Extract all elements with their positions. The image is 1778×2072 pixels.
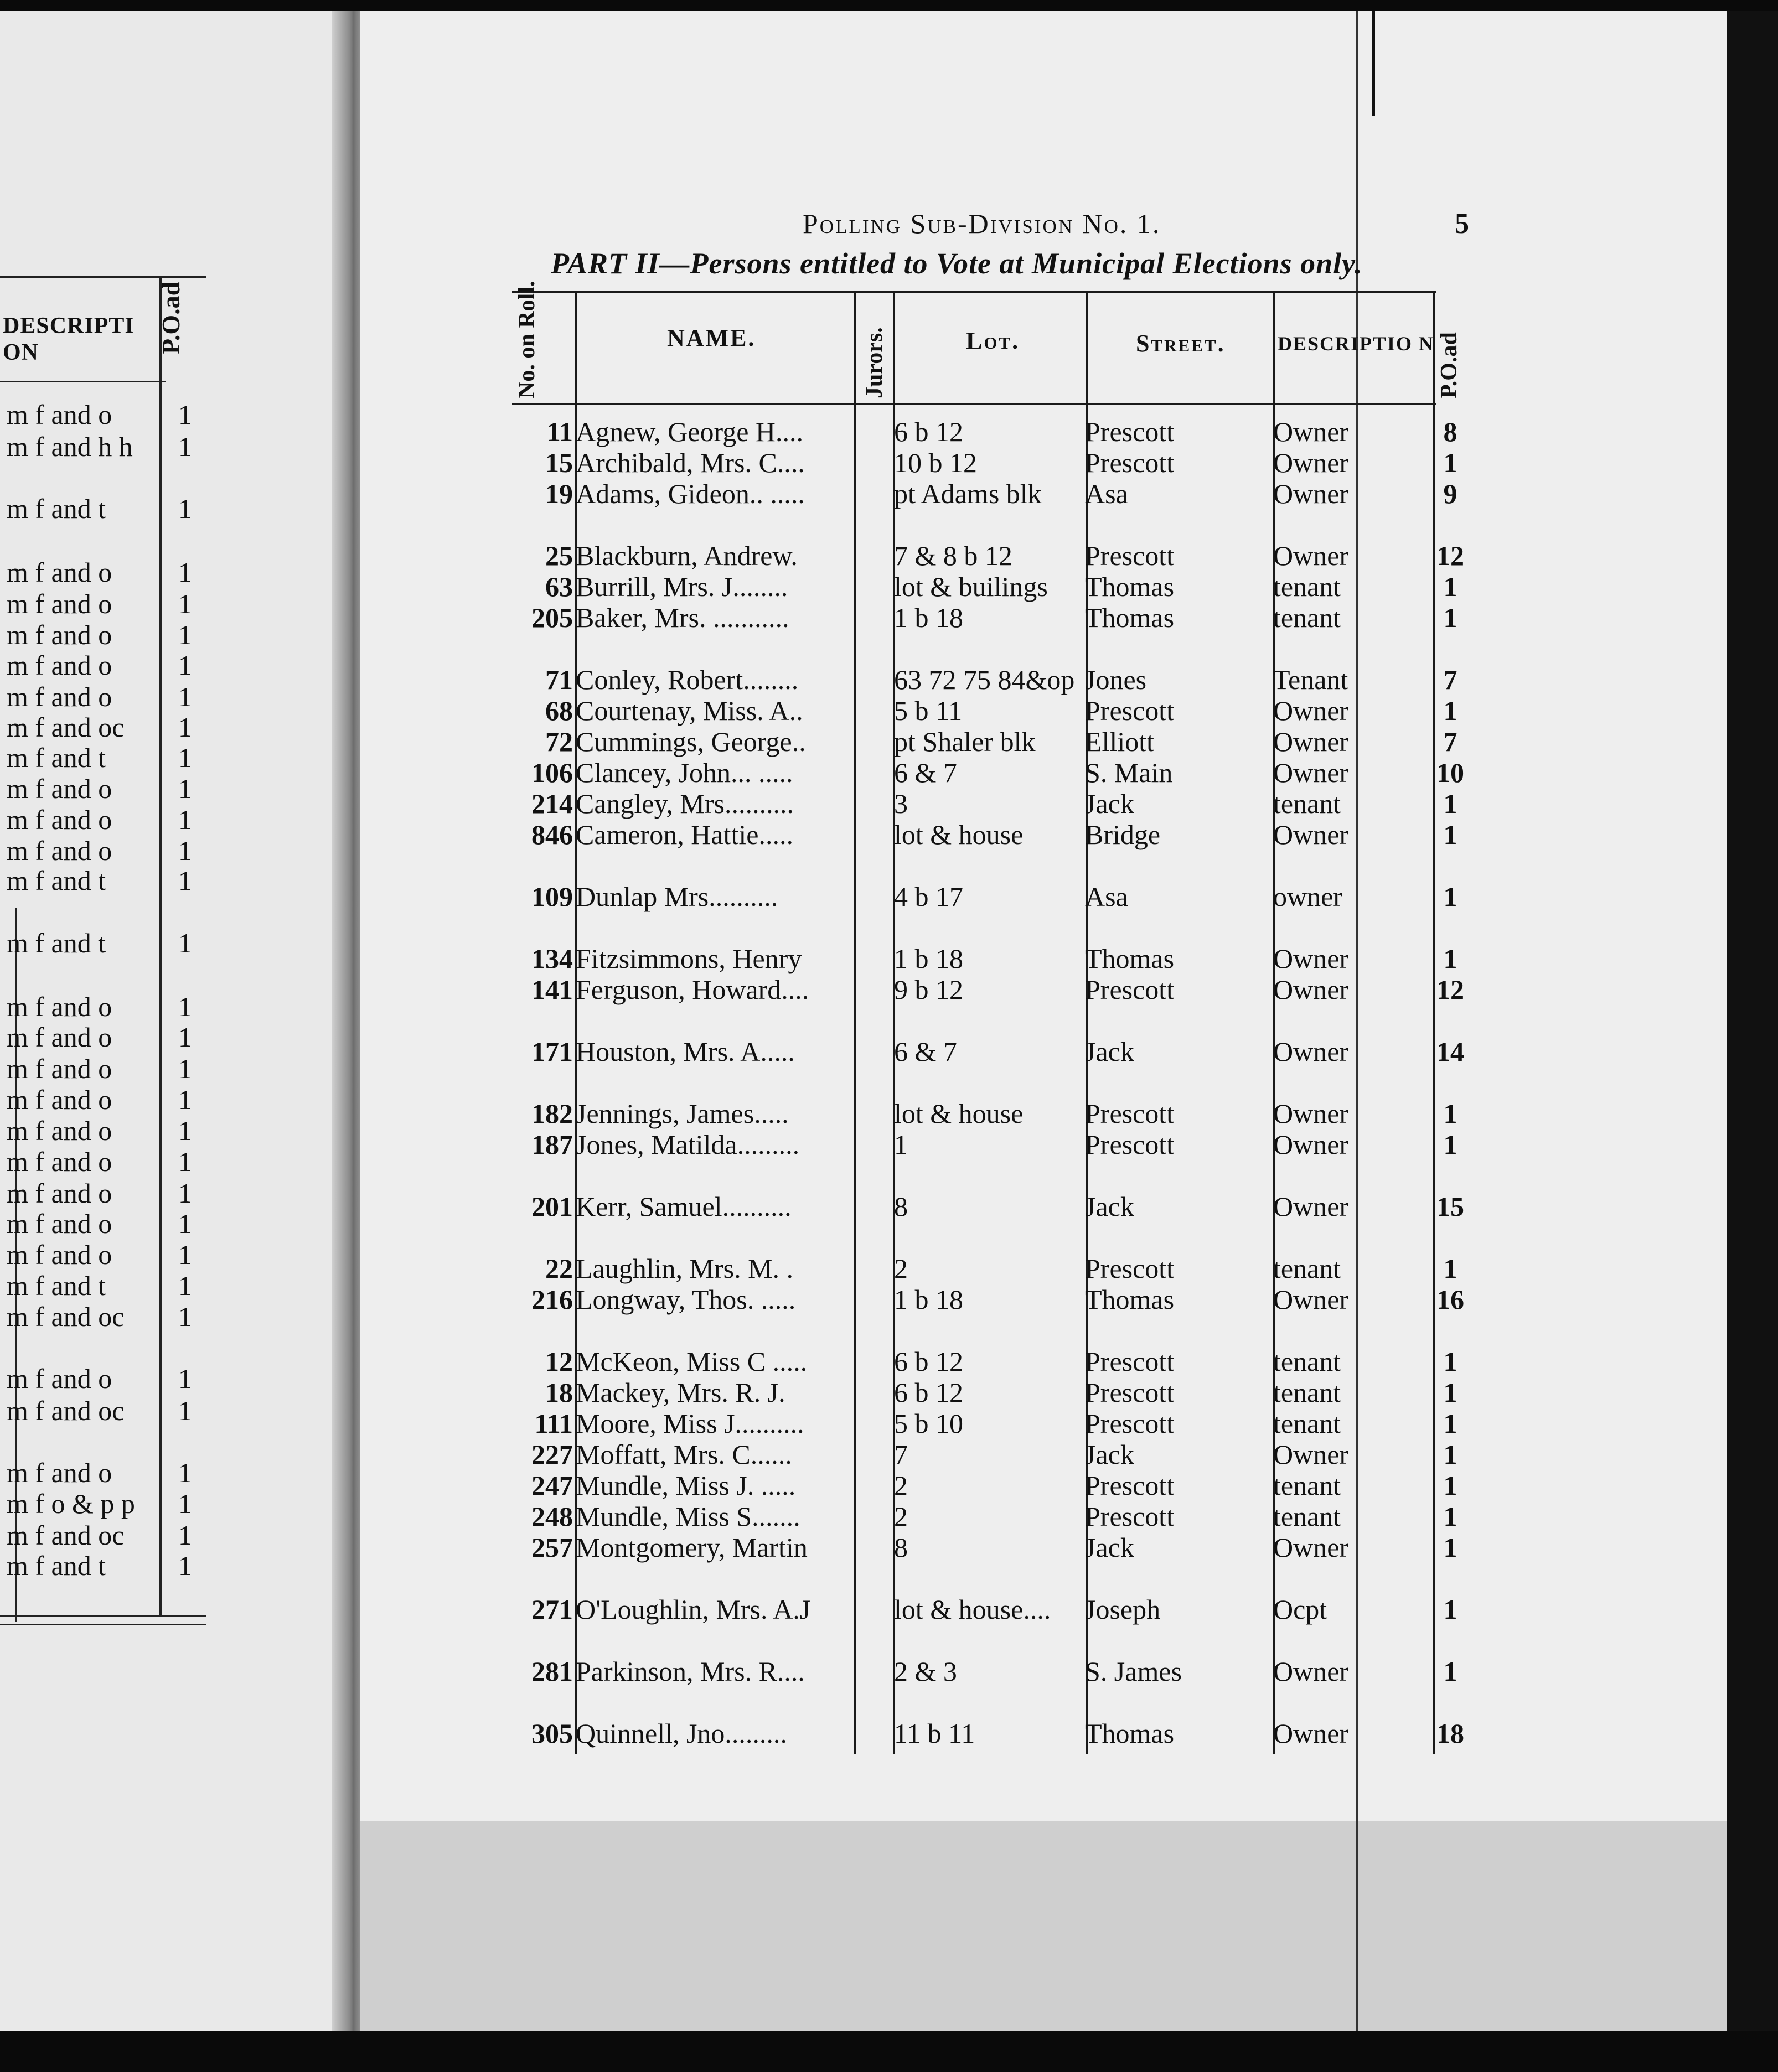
left-row-description: m f and o	[7, 1115, 112, 1146]
left-row-po: 1	[178, 1208, 192, 1239]
po-address-cell: 12	[1436, 540, 1464, 571]
street-cell: Prescott	[1085, 1377, 1175, 1408]
table-row	[0, 478, 1778, 509]
lot-cell: 5 b 10	[894, 1408, 963, 1439]
lot-cell: 2	[894, 1501, 908, 1532]
description-header: DESCRIPTIO N	[1278, 333, 1435, 355]
left-row-po: 1	[178, 1301, 192, 1332]
roll-number-cell: 18	[545, 1377, 573, 1408]
po-address-cell: 8	[1443, 416, 1457, 447]
roll-number-cell: 71	[545, 664, 573, 695]
roll-number-cell: 305	[531, 1718, 573, 1749]
po-address-cell: 1	[1443, 602, 1457, 633]
description-cell: Owner	[1273, 416, 1349, 447]
lot-cell: 8	[894, 1191, 908, 1222]
voter-name-cell: Kerr, Samuel..........	[576, 1191, 792, 1222]
left-row-description: m f and o	[7, 1022, 112, 1053]
left-row-description: m f and oc	[7, 1520, 125, 1551]
left-row-po: 1	[178, 1178, 192, 1209]
voter-name-cell: Jennings, James.....	[576, 1098, 789, 1129]
left-row-description: m f and oc	[7, 1395, 125, 1426]
left-row-description: m f and t	[7, 928, 106, 959]
roll-number-cell: 111	[534, 1408, 573, 1439]
left-row-po: 1	[178, 1115, 192, 1146]
roll-number-cell: 214	[531, 788, 573, 819]
left-row-description: m f and o	[7, 681, 112, 712]
lot-cell: 1 b 18	[894, 943, 963, 974]
left-row-description: m f and o	[7, 773, 112, 804]
table-row	[0, 664, 1778, 695]
lot-cell: pt Adams blk	[894, 478, 1042, 509]
left-row-po: 1	[178, 681, 192, 712]
description-cell: owner	[1273, 881, 1342, 912]
page-edge-mark	[1372, 11, 1375, 116]
left-row-description: m f and o	[7, 557, 112, 588]
lot-cell: 3	[894, 788, 908, 819]
description-cell: tenant	[1273, 1253, 1341, 1284]
lot-cell: 6 & 7	[894, 757, 957, 788]
street-cell: Elliott	[1085, 726, 1154, 757]
lot-cell: 7 & 8 b 12	[894, 540, 1012, 571]
street-cell: Prescott	[1085, 1253, 1175, 1284]
description-cell: Owner	[1273, 1284, 1349, 1315]
left-row-po: 1	[178, 1146, 192, 1177]
description-cell: tenant	[1273, 602, 1341, 633]
roll-number-cell: 11	[546, 416, 573, 447]
po-address-cell: 1	[1443, 943, 1457, 974]
po-address-cell: 1	[1443, 1346, 1457, 1377]
description-cell: Owner	[1273, 1439, 1349, 1470]
left-row-description: m f and o	[7, 991, 112, 1022]
description-cell: Owner	[1273, 1532, 1349, 1563]
voter-name-cell: Conley, Robert........	[576, 664, 799, 695]
roll-number-cell: 19	[545, 478, 573, 509]
voter-name-cell: Archibald, Mrs. C....	[576, 447, 805, 478]
left-row-po: 1	[178, 1395, 192, 1426]
roll-number-cell: 134	[531, 943, 573, 974]
roll-number-cell: 281	[531, 1656, 573, 1687]
left-row-po: 1	[178, 650, 192, 681]
left-row-po: 1	[178, 865, 192, 896]
description-cell: tenant	[1273, 788, 1341, 819]
part-heading: PART II—Persons entitled to Vote at Municipal Elections only.	[551, 247, 1363, 280]
table-row	[0, 571, 1778, 602]
street-cell: Jack	[1085, 1532, 1134, 1563]
description-cell: Owner	[1273, 1098, 1349, 1129]
street-cell: Jack	[1085, 1036, 1134, 1067]
description-cell: Tenant	[1273, 664, 1348, 695]
table-row	[0, 1656, 1778, 1687]
roll-number-cell: 257	[531, 1532, 573, 1563]
lot-cell: 10 b 12	[894, 447, 977, 478]
street-cell: Prescott	[1085, 416, 1175, 447]
left-row-description: m f and o	[7, 650, 112, 681]
lot-cell: 8	[894, 1532, 908, 1563]
roll-number-cell: 248	[531, 1501, 573, 1532]
left-row-description: m f and oc	[7, 712, 125, 743]
left-row-description: m f and o	[7, 1208, 112, 1239]
street-cell: Prescott	[1085, 695, 1175, 726]
description-cell: Owner	[1273, 1129, 1349, 1160]
roll-number-cell: 247	[531, 1470, 573, 1501]
description-cell: Owner	[1273, 1656, 1349, 1687]
roll-number-cell: 22	[545, 1253, 573, 1284]
roll-number-cell: 68	[545, 695, 573, 726]
po-address-cell: 1	[1443, 695, 1457, 726]
lot-cell: 2	[894, 1470, 908, 1501]
description-cell: Owner	[1273, 757, 1349, 788]
left-row-po: 1	[178, 1270, 192, 1301]
lot-cell: 6 & 7	[894, 1036, 957, 1067]
left-row-po: 1	[178, 1488, 192, 1519]
description-cell: Owner	[1273, 726, 1349, 757]
left-row-po: 1	[178, 619, 192, 650]
table-row	[0, 788, 1778, 819]
po-address-cell: 9	[1443, 478, 1457, 509]
left-row-description: m f and h h	[7, 431, 133, 462]
table-row	[0, 602, 1778, 633]
lot-cell: 4 b 17	[894, 881, 963, 912]
table-row	[0, 726, 1778, 757]
left-row-po: 1	[178, 1239, 192, 1270]
running-head: Polling Sub-Division No. 1.	[803, 208, 1161, 239]
left-row-po: 1	[178, 431, 192, 462]
voter-name-cell: Moffatt, Mrs. C......	[576, 1439, 792, 1470]
voter-name-cell: Laughlin, Mrs. M. .	[576, 1253, 794, 1284]
lot-cell: 6 b 12	[894, 1377, 963, 1408]
street-cell: Thomas	[1085, 602, 1175, 633]
street-cell: Prescott	[1085, 1501, 1175, 1532]
street-cell: Jack	[1085, 788, 1134, 819]
left-po-header: P.O.ad	[157, 281, 185, 354]
street-cell: S. James	[1085, 1656, 1182, 1687]
table-row	[0, 1594, 1778, 1625]
left-row-description: m f and o	[7, 1363, 112, 1394]
po-address-cell: 1	[1443, 1501, 1457, 1532]
roll-number-cell: 201	[531, 1191, 573, 1222]
voter-name-cell: Cangley, Mrs..........	[576, 788, 794, 819]
left-row-description: m f and o	[7, 1053, 112, 1084]
left-row-po: 1	[178, 1022, 192, 1053]
left-row-po: 1	[178, 928, 192, 959]
table-row	[0, 1346, 1778, 1377]
lot-header: Lot.	[966, 327, 1020, 354]
description-cell: Owner	[1273, 447, 1349, 478]
description-cell: tenant	[1273, 1470, 1341, 1501]
left-row-description: m f and o	[7, 1084, 112, 1115]
table-row	[0, 1408, 1778, 1439]
table-top-rule	[512, 291, 1436, 293]
roll-number-cell: 171	[531, 1036, 573, 1067]
table-row	[0, 974, 1778, 1005]
voter-name-cell: Cummings, George..	[576, 726, 806, 757]
po-address-cell: 15	[1436, 1191, 1464, 1222]
street-cell: Thomas	[1085, 1284, 1175, 1315]
table-head-rule	[512, 403, 1436, 405]
table-row	[0, 881, 1778, 912]
po-address-cell: 12	[1436, 974, 1464, 1005]
roll-number-cell: 141	[531, 974, 573, 1005]
roll-number-cell: 271	[531, 1594, 573, 1625]
po-header: P.O.ad	[1436, 332, 1462, 398]
roll-number-cell: 63	[545, 571, 573, 602]
po-address-cell: 16	[1436, 1284, 1464, 1315]
po-address-cell: 1	[1443, 1098, 1457, 1129]
po-address-cell: 1	[1443, 1594, 1457, 1625]
left-row-po: 1	[178, 835, 192, 866]
roll-number-cell: 106	[531, 757, 573, 788]
voter-name-cell: Moore, Miss J..........	[576, 1408, 804, 1439]
street-cell: Prescott	[1085, 974, 1175, 1005]
jurors-header: Jurors.	[862, 327, 887, 398]
roll-number-cell: 25	[545, 540, 573, 571]
voter-name-cell: Baker, Mrs. ...........	[576, 602, 789, 633]
left-row-description: m f and o	[7, 804, 112, 835]
left-row-po: 1	[178, 712, 192, 743]
voter-name-cell: Mundle, Miss S.......	[576, 1501, 800, 1532]
lot-cell: 2 & 3	[894, 1656, 957, 1687]
po-address-cell: 1	[1443, 881, 1457, 912]
voter-name-cell: Courtenay, Miss. A..	[576, 695, 803, 726]
left-row-po: 1	[178, 588, 192, 619]
po-address-cell: 1	[1443, 1253, 1457, 1284]
voter-name-cell: Ferguson, Howard....	[576, 974, 809, 1005]
street-cell: Prescott	[1085, 447, 1175, 478]
right-page-lower-margin	[360, 1821, 1727, 2031]
voter-name-cell: Houston, Mrs. A.....	[576, 1036, 795, 1067]
po-address-cell: 7	[1443, 664, 1457, 695]
street-cell: Thomas	[1085, 943, 1175, 974]
left-row-po: 1	[178, 557, 192, 588]
lot-cell: 1 b 18	[894, 1284, 963, 1315]
left-row-description: m f and o	[7, 1457, 112, 1488]
description-cell: Owner	[1273, 974, 1349, 1005]
left-row-description: m f and t	[7, 1270, 106, 1301]
street-cell: Joseph	[1085, 1594, 1161, 1625]
left-row-description: m f and o	[7, 399, 112, 430]
po-address-cell: 1	[1443, 1470, 1457, 1501]
left-row-po: 1	[178, 742, 192, 773]
street-cell: S. Main	[1085, 757, 1173, 788]
voter-name-cell: O'Loughlin, Mrs. A.J	[576, 1594, 811, 1625]
street-cell: Jack	[1085, 1191, 1134, 1222]
no-on-roll-header: No. on Roll.	[514, 281, 540, 398]
table-row	[0, 1718, 1778, 1749]
description-cell: Owner	[1273, 695, 1349, 726]
lot-cell: 63 72 75 84&op	[894, 664, 1075, 695]
description-cell: Owner	[1273, 1036, 1349, 1067]
left-row-description: m f and o	[7, 1239, 112, 1270]
description-cell: Owner	[1273, 478, 1349, 509]
street-cell: Prescott	[1085, 1098, 1175, 1129]
street-cell: Prescott	[1085, 1470, 1175, 1501]
left-table-top-rule	[0, 276, 206, 278]
lot-cell: lot & house....	[894, 1594, 1051, 1625]
left-row-po: 1	[178, 1520, 192, 1551]
po-address-cell: 1	[1443, 1377, 1457, 1408]
po-address-cell: 1	[1443, 1129, 1457, 1160]
table-row	[0, 1191, 1778, 1222]
voter-name-cell: Montgomery, Martin	[576, 1532, 808, 1563]
table-row	[0, 540, 1778, 571]
description-cell: tenant	[1273, 1377, 1341, 1408]
po-address-cell: 10	[1436, 757, 1464, 788]
left-row-po: 1	[178, 399, 192, 430]
table-row	[0, 1532, 1778, 1563]
left-row-po: 1	[178, 1457, 192, 1488]
po-address-cell: 1	[1443, 1532, 1457, 1563]
description-cell: tenant	[1273, 1501, 1341, 1532]
lot-cell: 9 b 12	[894, 974, 963, 1005]
description-cell: tenant	[1273, 1346, 1341, 1377]
roll-number-cell: 227	[531, 1439, 573, 1470]
description-cell: tenant	[1273, 1408, 1341, 1439]
po-address-cell: 1	[1443, 1439, 1457, 1470]
description-cell: Owner	[1273, 819, 1349, 850]
roll-number-cell: 216	[531, 1284, 573, 1315]
page-number: 5	[1455, 208, 1469, 240]
left-row-description: m f and oc	[7, 1301, 125, 1332]
left-row-description: m f and o	[7, 619, 112, 650]
voter-name-cell: Fitzsimmons, Henry	[576, 943, 802, 974]
roll-number-cell: 187	[531, 1129, 573, 1160]
left-row-po: 1	[178, 1550, 192, 1581]
left-row-po: 1	[178, 493, 192, 524]
table-row	[0, 416, 1778, 447]
lot-cell: 1	[894, 1129, 908, 1160]
po-address-cell: 7	[1443, 726, 1457, 757]
street-cell: Prescott	[1085, 1129, 1175, 1160]
voter-name-cell: McKeon, Miss C .....	[576, 1346, 808, 1377]
voter-name-cell: Jones, Matilda.........	[576, 1129, 800, 1160]
roll-number-cell: 109	[531, 881, 573, 912]
lot-cell: lot & house	[894, 819, 1024, 850]
street-cell: Asa	[1085, 478, 1128, 509]
description-cell: tenant	[1273, 571, 1341, 602]
voter-name-cell: Dunlap Mrs..........	[576, 881, 778, 912]
left-row-po: 1	[178, 1084, 192, 1115]
po-address-cell: 1	[1443, 571, 1457, 602]
lot-cell: lot & builings	[894, 571, 1048, 602]
left-row-description: m f and o	[7, 588, 112, 619]
table-row	[0, 943, 1778, 974]
table-row	[0, 695, 1778, 726]
table-row	[0, 819, 1778, 850]
lot-cell: 7	[894, 1439, 908, 1470]
roll-number-cell: 15	[545, 447, 573, 478]
lot-cell: 2	[894, 1253, 908, 1284]
voter-name-cell: Adams, Gideon.. .....	[576, 478, 805, 509]
table-row	[0, 1253, 1778, 1284]
description-cell: Owner	[1273, 1718, 1349, 1749]
table-row	[0, 1470, 1778, 1501]
po-address-cell: 18	[1436, 1718, 1464, 1749]
street-cell: Thomas	[1085, 571, 1175, 602]
roll-number-cell: 12	[545, 1346, 573, 1377]
table-row	[0, 447, 1778, 478]
po-address-cell: 14	[1436, 1036, 1464, 1067]
lot-cell: lot & house	[894, 1098, 1024, 1129]
lot-cell: 6 b 12	[894, 1346, 963, 1377]
street-header: Street.	[1136, 330, 1226, 357]
left-row-description: m f and o	[7, 835, 112, 866]
left-table-head-rule	[0, 381, 166, 382]
voter-name-cell: Parkinson, Mrs. R....	[576, 1656, 805, 1687]
left-row-description: m f and t	[7, 865, 106, 896]
street-cell: Prescott	[1085, 540, 1175, 571]
left-row-description: m f and t	[7, 493, 106, 524]
voter-name-cell: Clancey, John... .....	[576, 757, 793, 788]
voter-name-cell: Burrill, Mrs. J........	[576, 571, 788, 602]
lot-cell: 5 b 11	[894, 695, 963, 726]
table-row	[0, 1377, 1778, 1408]
name-header: NAME.	[667, 324, 756, 351]
table-row	[0, 1129, 1778, 1160]
voter-name-cell: Mackey, Mrs. R. J.	[576, 1377, 785, 1408]
voter-name-cell: Cameron, Hattie.....	[576, 819, 793, 850]
roll-number-cell: 846	[531, 819, 573, 850]
table-row	[0, 757, 1778, 788]
lot-cell: pt Shaler blk	[894, 726, 1036, 757]
left-row-po: 1	[178, 1053, 192, 1084]
table-row	[0, 1501, 1778, 1532]
left-row-description: m f and o	[7, 1178, 112, 1209]
roll-number-cell: 72	[545, 726, 573, 757]
street-cell: Prescott	[1085, 1346, 1175, 1377]
roll-number-cell: 182	[531, 1098, 573, 1129]
po-address-cell: 1	[1443, 819, 1457, 850]
street-cell: Thomas	[1085, 1718, 1175, 1749]
voter-name-cell: Mundle, Miss J. .....	[576, 1470, 796, 1501]
left-row-description: m f o & p p	[7, 1488, 135, 1519]
street-cell: Jones	[1085, 664, 1147, 695]
street-cell: Asa	[1085, 881, 1128, 912]
left-row-po: 1	[178, 804, 192, 835]
po-address-cell: 1	[1443, 1408, 1457, 1439]
street-cell: Bridge	[1085, 819, 1161, 850]
lot-cell: 1 b 18	[894, 602, 963, 633]
lot-cell: 6 b 12	[894, 416, 963, 447]
po-address-cell: 1	[1443, 788, 1457, 819]
voter-name-cell: Blackburn, Andrew.	[576, 540, 798, 571]
left-row-po: 1	[178, 991, 192, 1022]
description-cell: Owner	[1273, 540, 1349, 571]
lot-cell: 11 b 11	[894, 1718, 975, 1749]
po-address-cell: 1	[1443, 1656, 1457, 1687]
roll-number-cell: 205	[531, 602, 573, 633]
left-row-po: 1	[178, 773, 192, 804]
left-row-description: m f and o	[7, 1146, 112, 1177]
left-description-header: DESCRIPTI ON	[3, 313, 135, 365]
description-cell: Owner	[1273, 943, 1349, 974]
voter-name-cell: Longway, Thos. .....	[576, 1284, 796, 1315]
street-cell: Jack	[1085, 1439, 1134, 1470]
street-cell: Prescott	[1085, 1408, 1175, 1439]
voter-name-cell: Agnew, George H....	[576, 416, 804, 447]
table-row	[0, 1284, 1778, 1315]
table-row	[0, 1439, 1778, 1470]
description-cell: Ocpt	[1273, 1594, 1327, 1625]
left-row-description: m f and t	[7, 742, 106, 773]
voter-name-cell: Quinnell, Jno.........	[576, 1718, 787, 1749]
description-cell: Owner	[1273, 1191, 1349, 1222]
po-address-cell: 1	[1443, 447, 1457, 478]
table-row	[0, 1036, 1778, 1067]
left-row-description: m f and t	[7, 1550, 106, 1581]
left-row-po: 1	[178, 1363, 192, 1394]
table-row	[0, 1098, 1778, 1129]
